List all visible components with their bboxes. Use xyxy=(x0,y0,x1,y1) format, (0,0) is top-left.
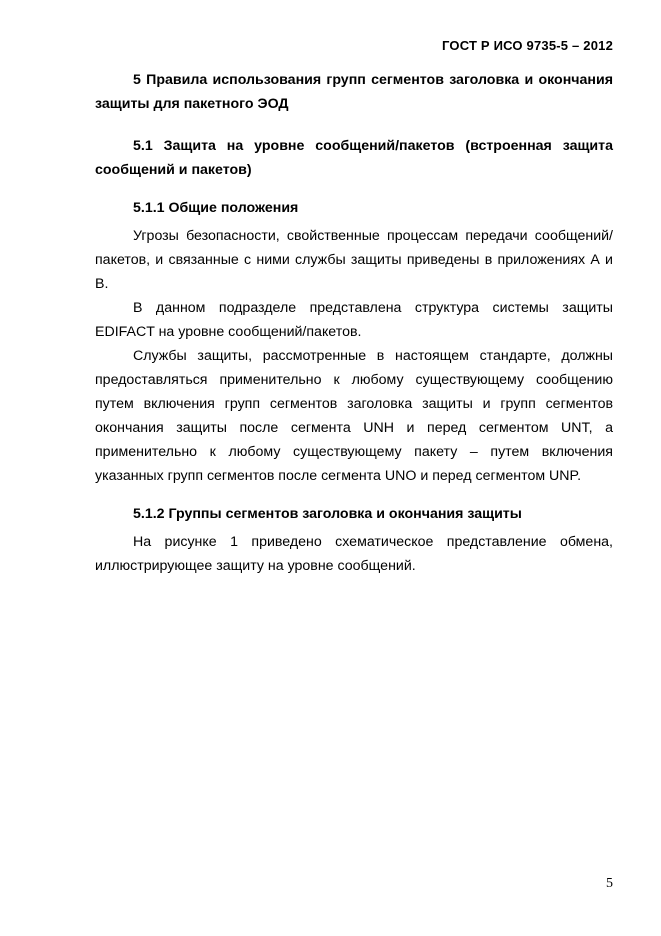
section-5-1-1-heading: 5.1.1 Общие положения xyxy=(133,200,299,216)
section-5-1-2-heading: 5.1.2 Группы сегментов заголовка и окончания защиты xyxy=(133,506,522,522)
paragraph-figure-ref: На рисунке 1 приведено схематическое представление обмена, иллюстрирующее защиту на уровне сообщений. xyxy=(95,534,613,574)
paragraph-threats: Угрозы безопасности, свойственные процессам передачи сообщений/пакетов, и связанные с ними службы защиты приведены в приложениях А и В. xyxy=(95,228,613,292)
page-number: 5 xyxy=(606,876,613,891)
standard-header: ГОСТ Р ИСО 9735-5 – 2012 xyxy=(442,38,613,53)
paragraph-services: Службы защиты, рассмотренные в настоящем стандарте, должны предоставляться применительно к любому существующему сообщению путем включения групп сегментов заголовка защиты и групп сегментов окончания защиты после сегмента UNH и перед сегментом UNT, а применительно к любому существующему пакету – путем включения указанных групп сегментов после сегмента UNO и перед сегментом UNP. xyxy=(95,348,613,484)
section-5-1-heading: 5.1 Защита на уровне сообщений/пакетов (встроенная защита сообщений и пакетов) xyxy=(95,138,613,178)
paragraph-structure: В данном подразделе представлена структура системы защиты EDIFACT на уровне сообщений/пакетов. xyxy=(95,300,613,340)
section-5-heading: 5 Правила использования групп сегментов заголовка и окончания защиты для пакетного ЭОД xyxy=(95,72,613,112)
page-content xyxy=(95,68,613,578)
